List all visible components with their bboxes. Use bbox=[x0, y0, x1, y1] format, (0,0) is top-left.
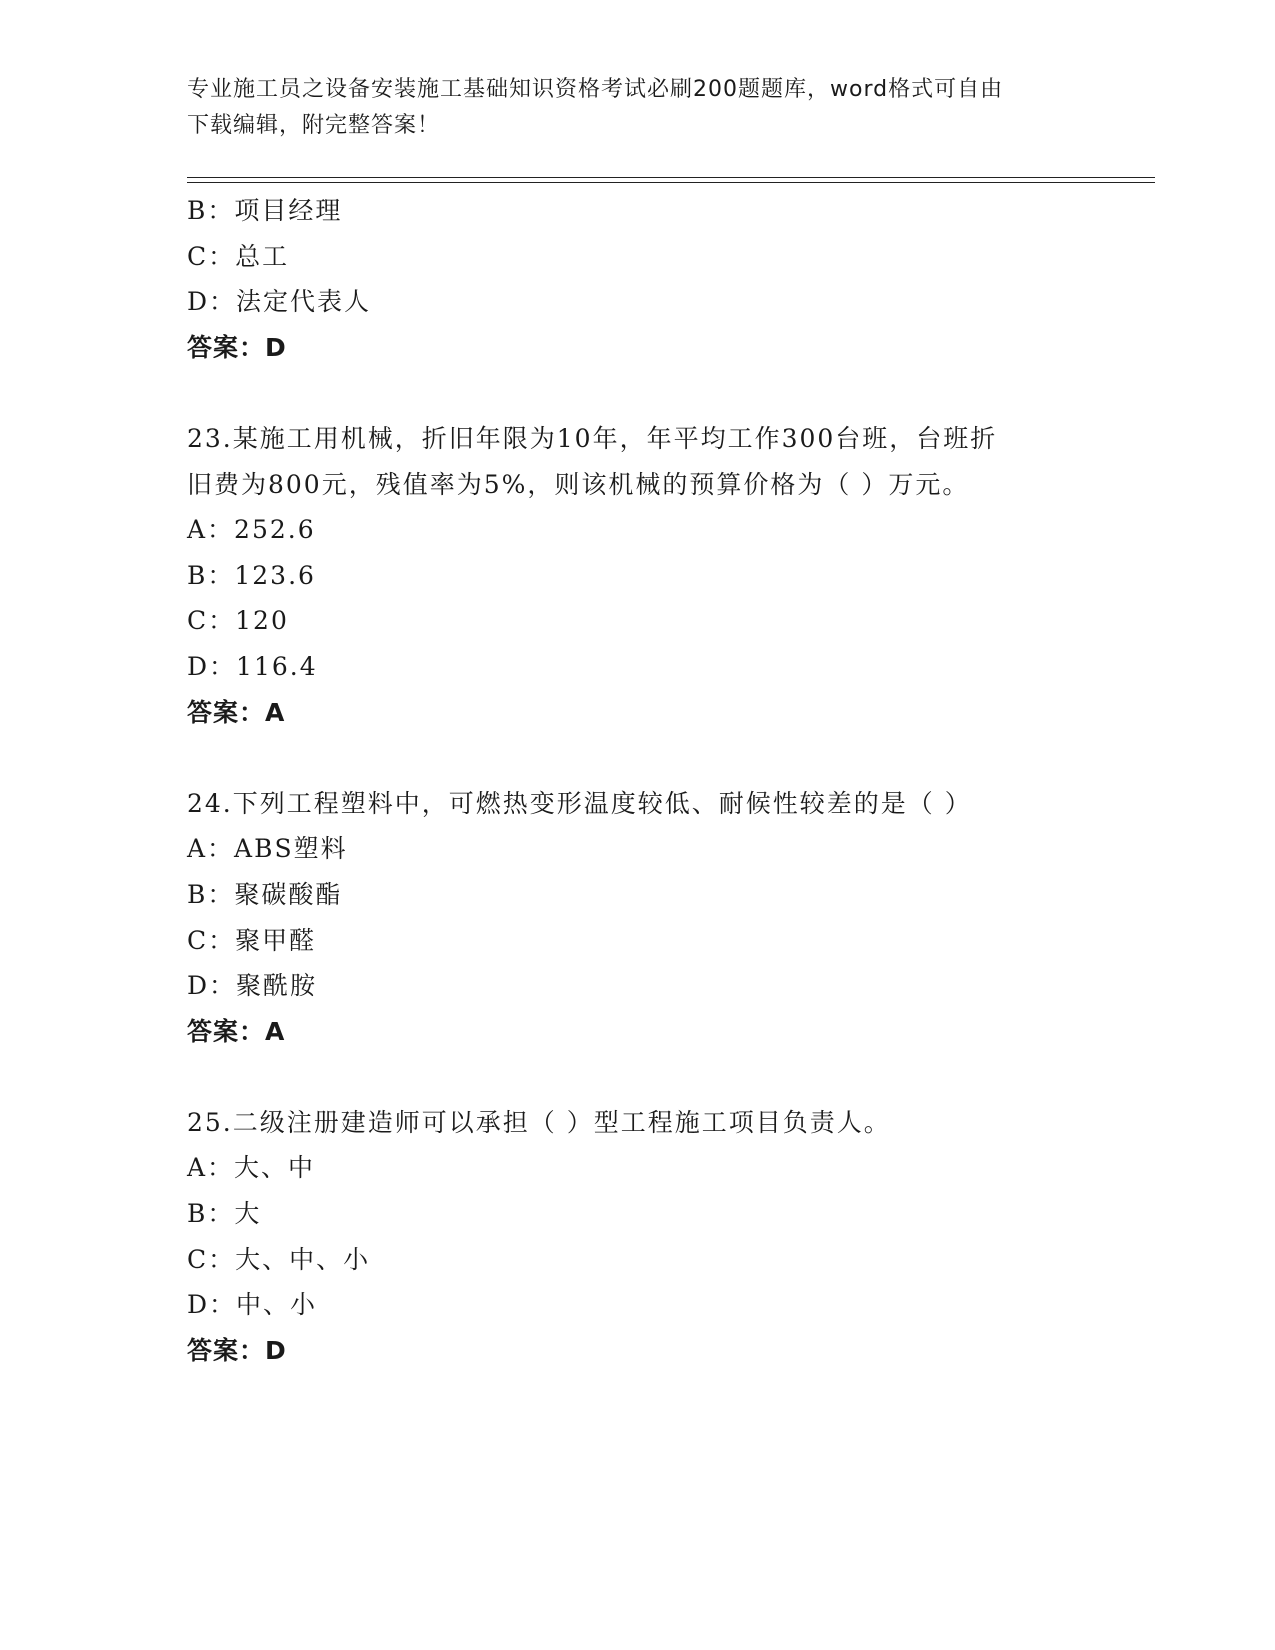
option-d: D：中、小 bbox=[187, 1290, 318, 1320]
option-b: B：项目经理 bbox=[187, 196, 343, 225]
option-c: C：120 bbox=[187, 606, 289, 636]
question-25 bbox=[187, 1100, 1087, 1374]
question-stem: 23.某施工用机械，折旧年限为10年，年平均工作300台班，台班折 bbox=[187, 423, 998, 453]
option-b: B：大 bbox=[187, 1199, 262, 1229]
option-b: B：123.6 bbox=[187, 560, 316, 590]
option-c: C：大、中、小 bbox=[187, 1244, 371, 1274]
option-c: C：总工 bbox=[187, 241, 290, 271]
answer-line: 答案：A bbox=[187, 1016, 286, 1046]
header-divider-top bbox=[187, 177, 1155, 178]
option-c: C：聚甲醛 bbox=[187, 925, 317, 955]
spacer bbox=[187, 735, 1087, 781]
question-stem: 25.二级注册建造师可以承担（ ）型工程施工项目负责人。 bbox=[187, 1107, 891, 1137]
answer-line: 答案：D bbox=[187, 332, 287, 362]
spacer bbox=[187, 370, 1087, 416]
header-line-2: 下载编辑，附完整答案！ bbox=[187, 113, 441, 138]
option-b: B：聚碳酸酯 bbox=[187, 879, 343, 909]
document-header bbox=[187, 72, 1087, 144]
answer-line: 答案：A bbox=[187, 697, 286, 727]
answer-line: 答案：D bbox=[187, 1335, 287, 1365]
question-22-continued bbox=[187, 188, 1087, 370]
option-a: A：大、中 bbox=[187, 1153, 316, 1183]
option-d: D：116.4 bbox=[187, 651, 318, 681]
question-list bbox=[187, 188, 1087, 1373]
question-24 bbox=[187, 781, 1087, 1055]
question-stem-continued: 旧费为800元，残值率为5%，则该机械的预算价格为（ ）万元。 bbox=[187, 469, 970, 499]
option-a: A：ABS塑料 bbox=[187, 834, 348, 864]
header-line-1: 专业施工员之设备安装施工基础知识资格考试必刷200题题库，word格式可自由 bbox=[187, 77, 1004, 102]
header-divider-bottom bbox=[187, 182, 1155, 183]
question-stem: 24.下列工程塑料中，可燃热变形温度较低、耐候性较差的是（ ） bbox=[187, 788, 972, 818]
question-23 bbox=[187, 416, 1087, 735]
option-d: D：法定代表人 bbox=[187, 287, 372, 317]
spacer bbox=[187, 1054, 1087, 1100]
option-a: A：252.6 bbox=[187, 515, 316, 545]
option-d: D：聚酰胺 bbox=[187, 971, 318, 1001]
